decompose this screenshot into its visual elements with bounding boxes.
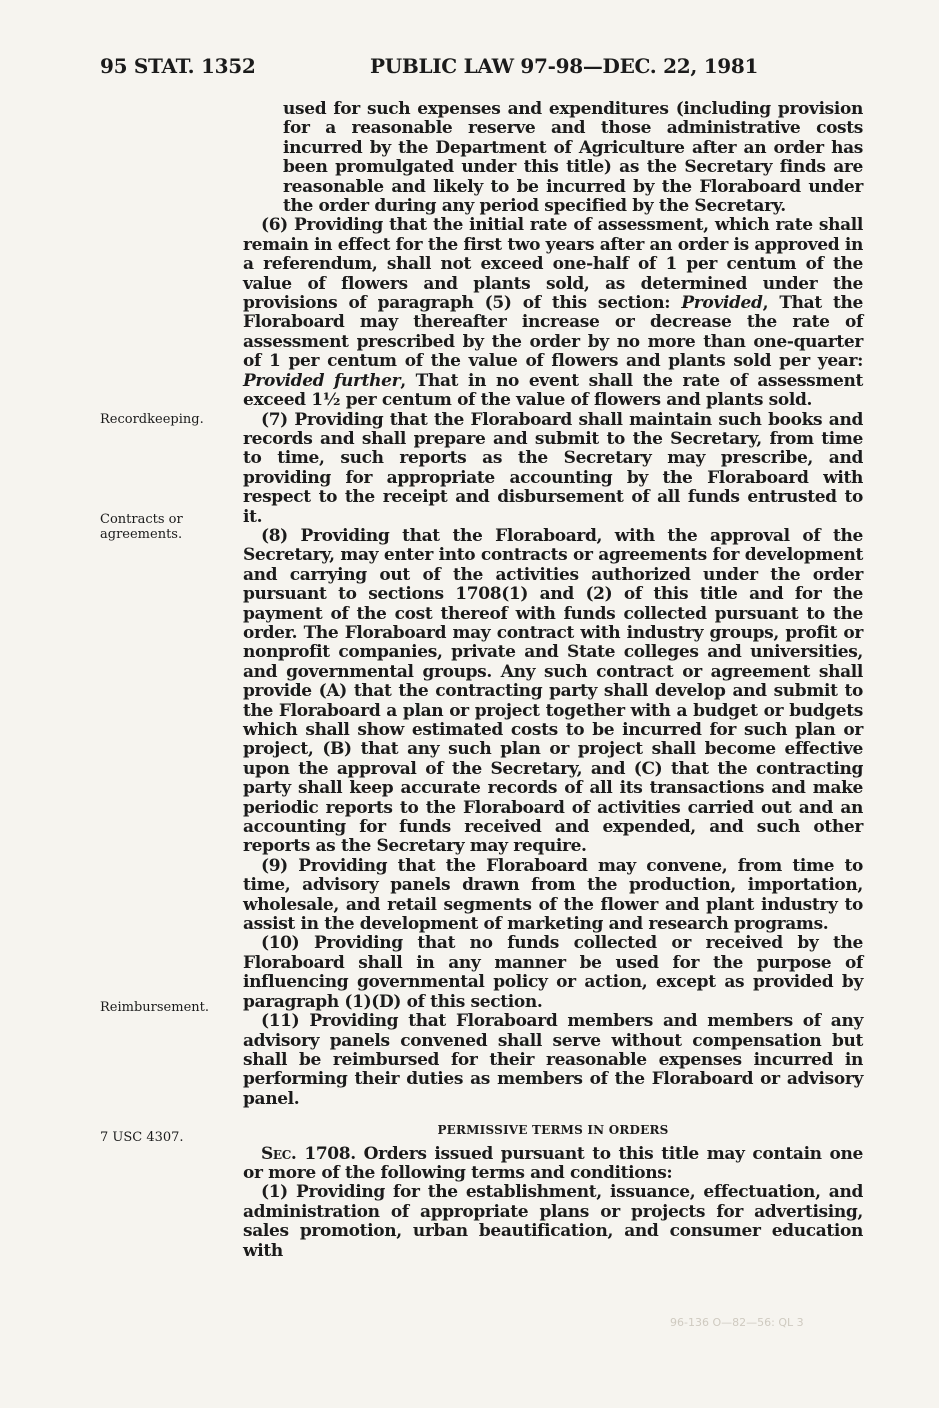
margin-note-reimbursement: Reimbursement. [100, 1000, 209, 1015]
paragraph-7: (7) Providing that the Floraboard shall maintain such books and records and shall prepare and submit to the Secretary, from time to time, such reports as the Secretary may prescribe, and providing for appropriate accounting by the Floraboard with respect to the receipt and disbursement of all funds entrusted to it. [243, 409, 863, 527]
statute-page-number: 95 STAT. 1352 [100, 54, 256, 78]
body-text [243, 100, 863, 1261]
paragraph-6-part-b: , That the Floraboard may thereafter increase or decrease the rate of assessment prescribed by the order by no more than one-quarter of 1 per centum of the value of flowers and plants sold per year: [243, 293, 863, 372]
section-1708-text: 1708. Orders issued pursuant to this title may contain one or more of the following terms and conditions: [243, 1143, 863, 1183]
paragraph-5-continued: used for such expenses and expenditures (including provision for a reasonable reserve and those administrative costs incurred by the Department of Agriculture after an order has been promulgated under this title) as the Secretary finds are reasonable and likely to be incurred by the Floraboard under the order during any period specified by the Secretary. [283, 99, 863, 217]
margin-note-usc: 7 USC 4307. [100, 1130, 184, 1145]
margin-note-contracts: Contracts or agreements. [100, 512, 183, 542]
paragraph-11: (11) Providing that Floraboard members and members of any advisory panels convened shall serve without compensation but shall be reimbursed for their reasonable expenses incurred in performing their duties as members of the Floraboard or advisory panel. [243, 1011, 863, 1109]
paragraph-6-part-a: (6) Providing that the initial rate of assessment, which rate shall remain in effect for the first two years after an order is approved in a referendum, shall not exceed one-half of 1 per centum of the value of flowers and plants sold, as determined under the provisions of paragraph (5) of this section: [243, 215, 863, 314]
margin-note-recordkeeping: Recordkeeping. [100, 412, 204, 427]
paragraph-6 [243, 216, 863, 410]
section-1708 [243, 1145, 863, 1184]
section-label: Sec. [261, 1143, 297, 1164]
section-1708-item-1: (1) Providing for the establishment, issuance, effectuation, and administration of appropriate plans or projects for advertising, sales promotion, urban beautification, and consumer education with [243, 1182, 863, 1261]
paragraph-10: (10) Providing that no funds collected or received by the Floraboard shall in any manner be used for the purpose of influencing governmental policy or action, except as provided by paragraph (1)(D) of this section. [243, 933, 863, 1012]
faint-print-code: 96-136 O—82—56: QL 3 [670, 1316, 804, 1329]
paragraph-8: (8) Providing that the Floraboard, with the approval of the Secretary, may enter into contracts or agreements for development and carrying out of the activities authorized under the order pursuant to sections 1708(1) and (2) of this title and for the payment of the cost thereof with funds collected pursuant to the order. The Floraboard may contract with industry groups, profit or nonprofit companies, private and State colleges and universities, and governmental groups. Any such contract or agreement shall provide (A) that the contracting party shall develop and submit to the Floraboard a plan or project together with a budget or budgets which shall show estimated costs to be incurred for such plan or project, (B) that any such plan or project shall become effective upon the approval of the Secretary, and (C) that the contracting party shall keep accurate records of all its transactions and make periodic reports to the Floraboard of activities carried out and an accounting for funds received and expended, and such other reports as the Secretary may require. [243, 525, 863, 857]
paragraph-9: (9) Providing that the Floraboard may convene, from time to time, advisory panels drawn from the production, importation, wholesale, and retail segments of the flower and plant industry to assist in the development of marketing and research programs. [243, 855, 863, 935]
page-header [100, 54, 860, 86]
provided-italic: Provided [681, 293, 763, 314]
law-title: PUBLIC LAW 97-98—DEC. 22, 1981 [370, 54, 759, 78]
section-heading: PERMISSIVE TERMS IN ORDERS [437, 1123, 669, 1138]
paragraph-6-part-c: , That in no event shall the rate of assessment exceed 1½ per centum of the value of flowers and plants sold. [243, 370, 864, 411]
provided-further-italic: Provided further [243, 370, 401, 391]
